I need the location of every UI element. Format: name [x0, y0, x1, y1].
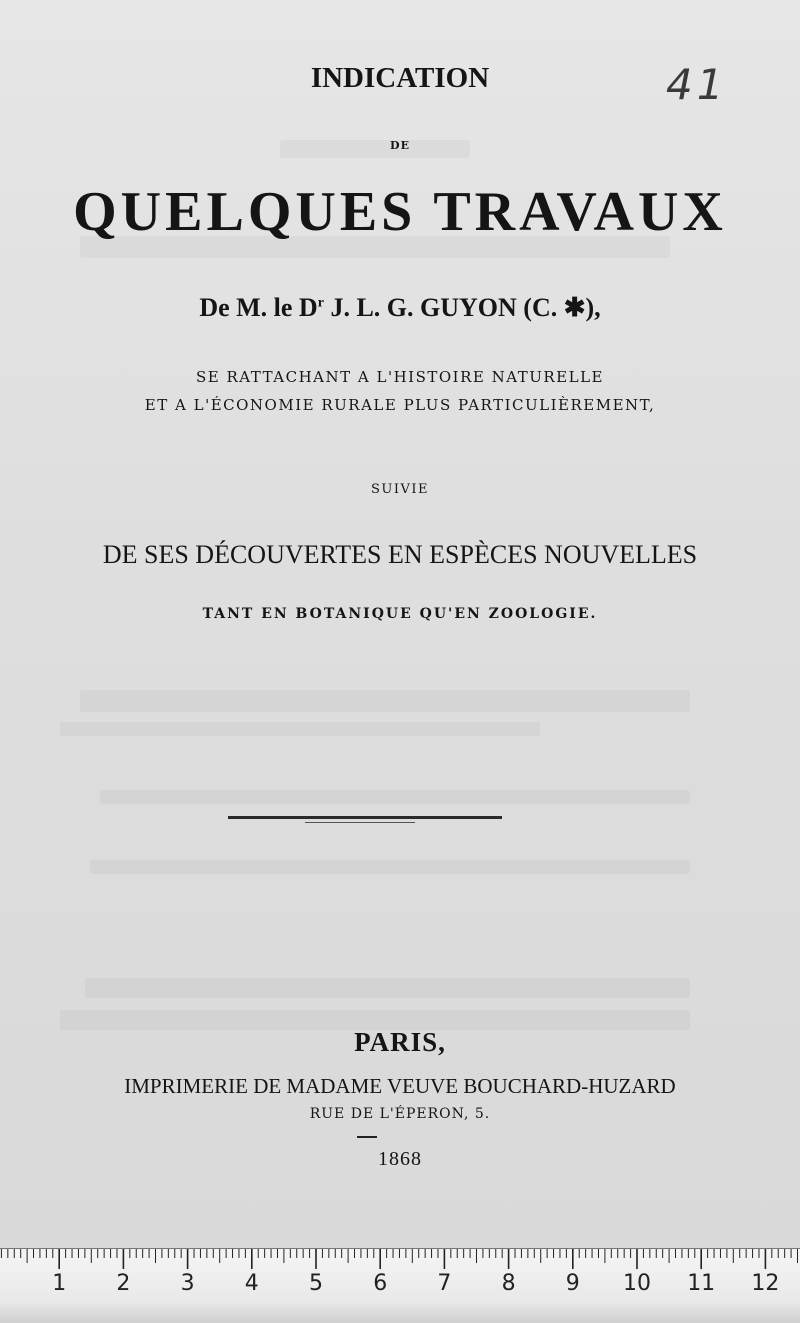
suivie-label: SUIVIE [370, 482, 429, 497]
imprint-street: RUE DE L'ÉPERON, 5. [309, 1106, 491, 1122]
title-de: DE [390, 139, 410, 152]
bleed-through [60, 722, 540, 736]
fields-line: TANT EN BOTANIQUE QU'EN ZOOLOGIE. [202, 606, 598, 622]
author-title-sup: r [317, 295, 324, 311]
ruler-label: 9 [565, 1271, 580, 1296]
ruler-label: 6 [373, 1271, 388, 1296]
ornamental-rule [228, 816, 502, 819]
subtitle-line-2: ET A L'ÉCONOMIE RURALE PLUS PARTICULIÈREMENT, [144, 396, 656, 414]
bleed-through [100, 790, 690, 804]
page-title: QUELQUES TRAVAUX [73, 181, 727, 243]
imprint-city: PARIS, [354, 1027, 446, 1057]
ruler-label: 1 [52, 1271, 67, 1296]
ruler-label: 11 [687, 1271, 716, 1296]
ruler-label: 5 [309, 1271, 323, 1296]
author-name: J. L. G. GUYON (C. ✱), [323, 293, 601, 322]
subtitle-line-1: SE RATTACHANT A L'HISTOIRE NATURELLE [196, 368, 604, 386]
bleed-through [80, 690, 690, 712]
imprint-printer: IMPRIMERIE DE MADAME VEUVE BOUCHARD-HUZARD [124, 1074, 676, 1098]
ruler-label: 3 [180, 1271, 195, 1296]
author-line [0, 293, 800, 323]
ruler-label: 10 [623, 1271, 651, 1296]
ruler-label: 12 [751, 1271, 780, 1296]
discoveries-heading: DE SES DÉCOUVERTES EN ESPÈCES NOUVELLES [102, 540, 698, 569]
imprint-year: 1868 [378, 1148, 422, 1170]
bleed-through [90, 860, 690, 874]
ruler-label: 8 [501, 1271, 516, 1296]
measurement-ruler [0, 1248, 800, 1323]
handwritten-number: 41 [666, 60, 728, 109]
imprint-dash [357, 1136, 377, 1138]
ruler-label: 2 [116, 1271, 131, 1296]
ornamental-rule-accent [305, 822, 415, 823]
author-prefix: De M. le D [199, 293, 318, 322]
ruler-label: 7 [437, 1271, 452, 1296]
bleed-through [85, 978, 690, 998]
title-indication: INDICATION [310, 62, 490, 94]
ruler-label: 4 [244, 1271, 259, 1296]
